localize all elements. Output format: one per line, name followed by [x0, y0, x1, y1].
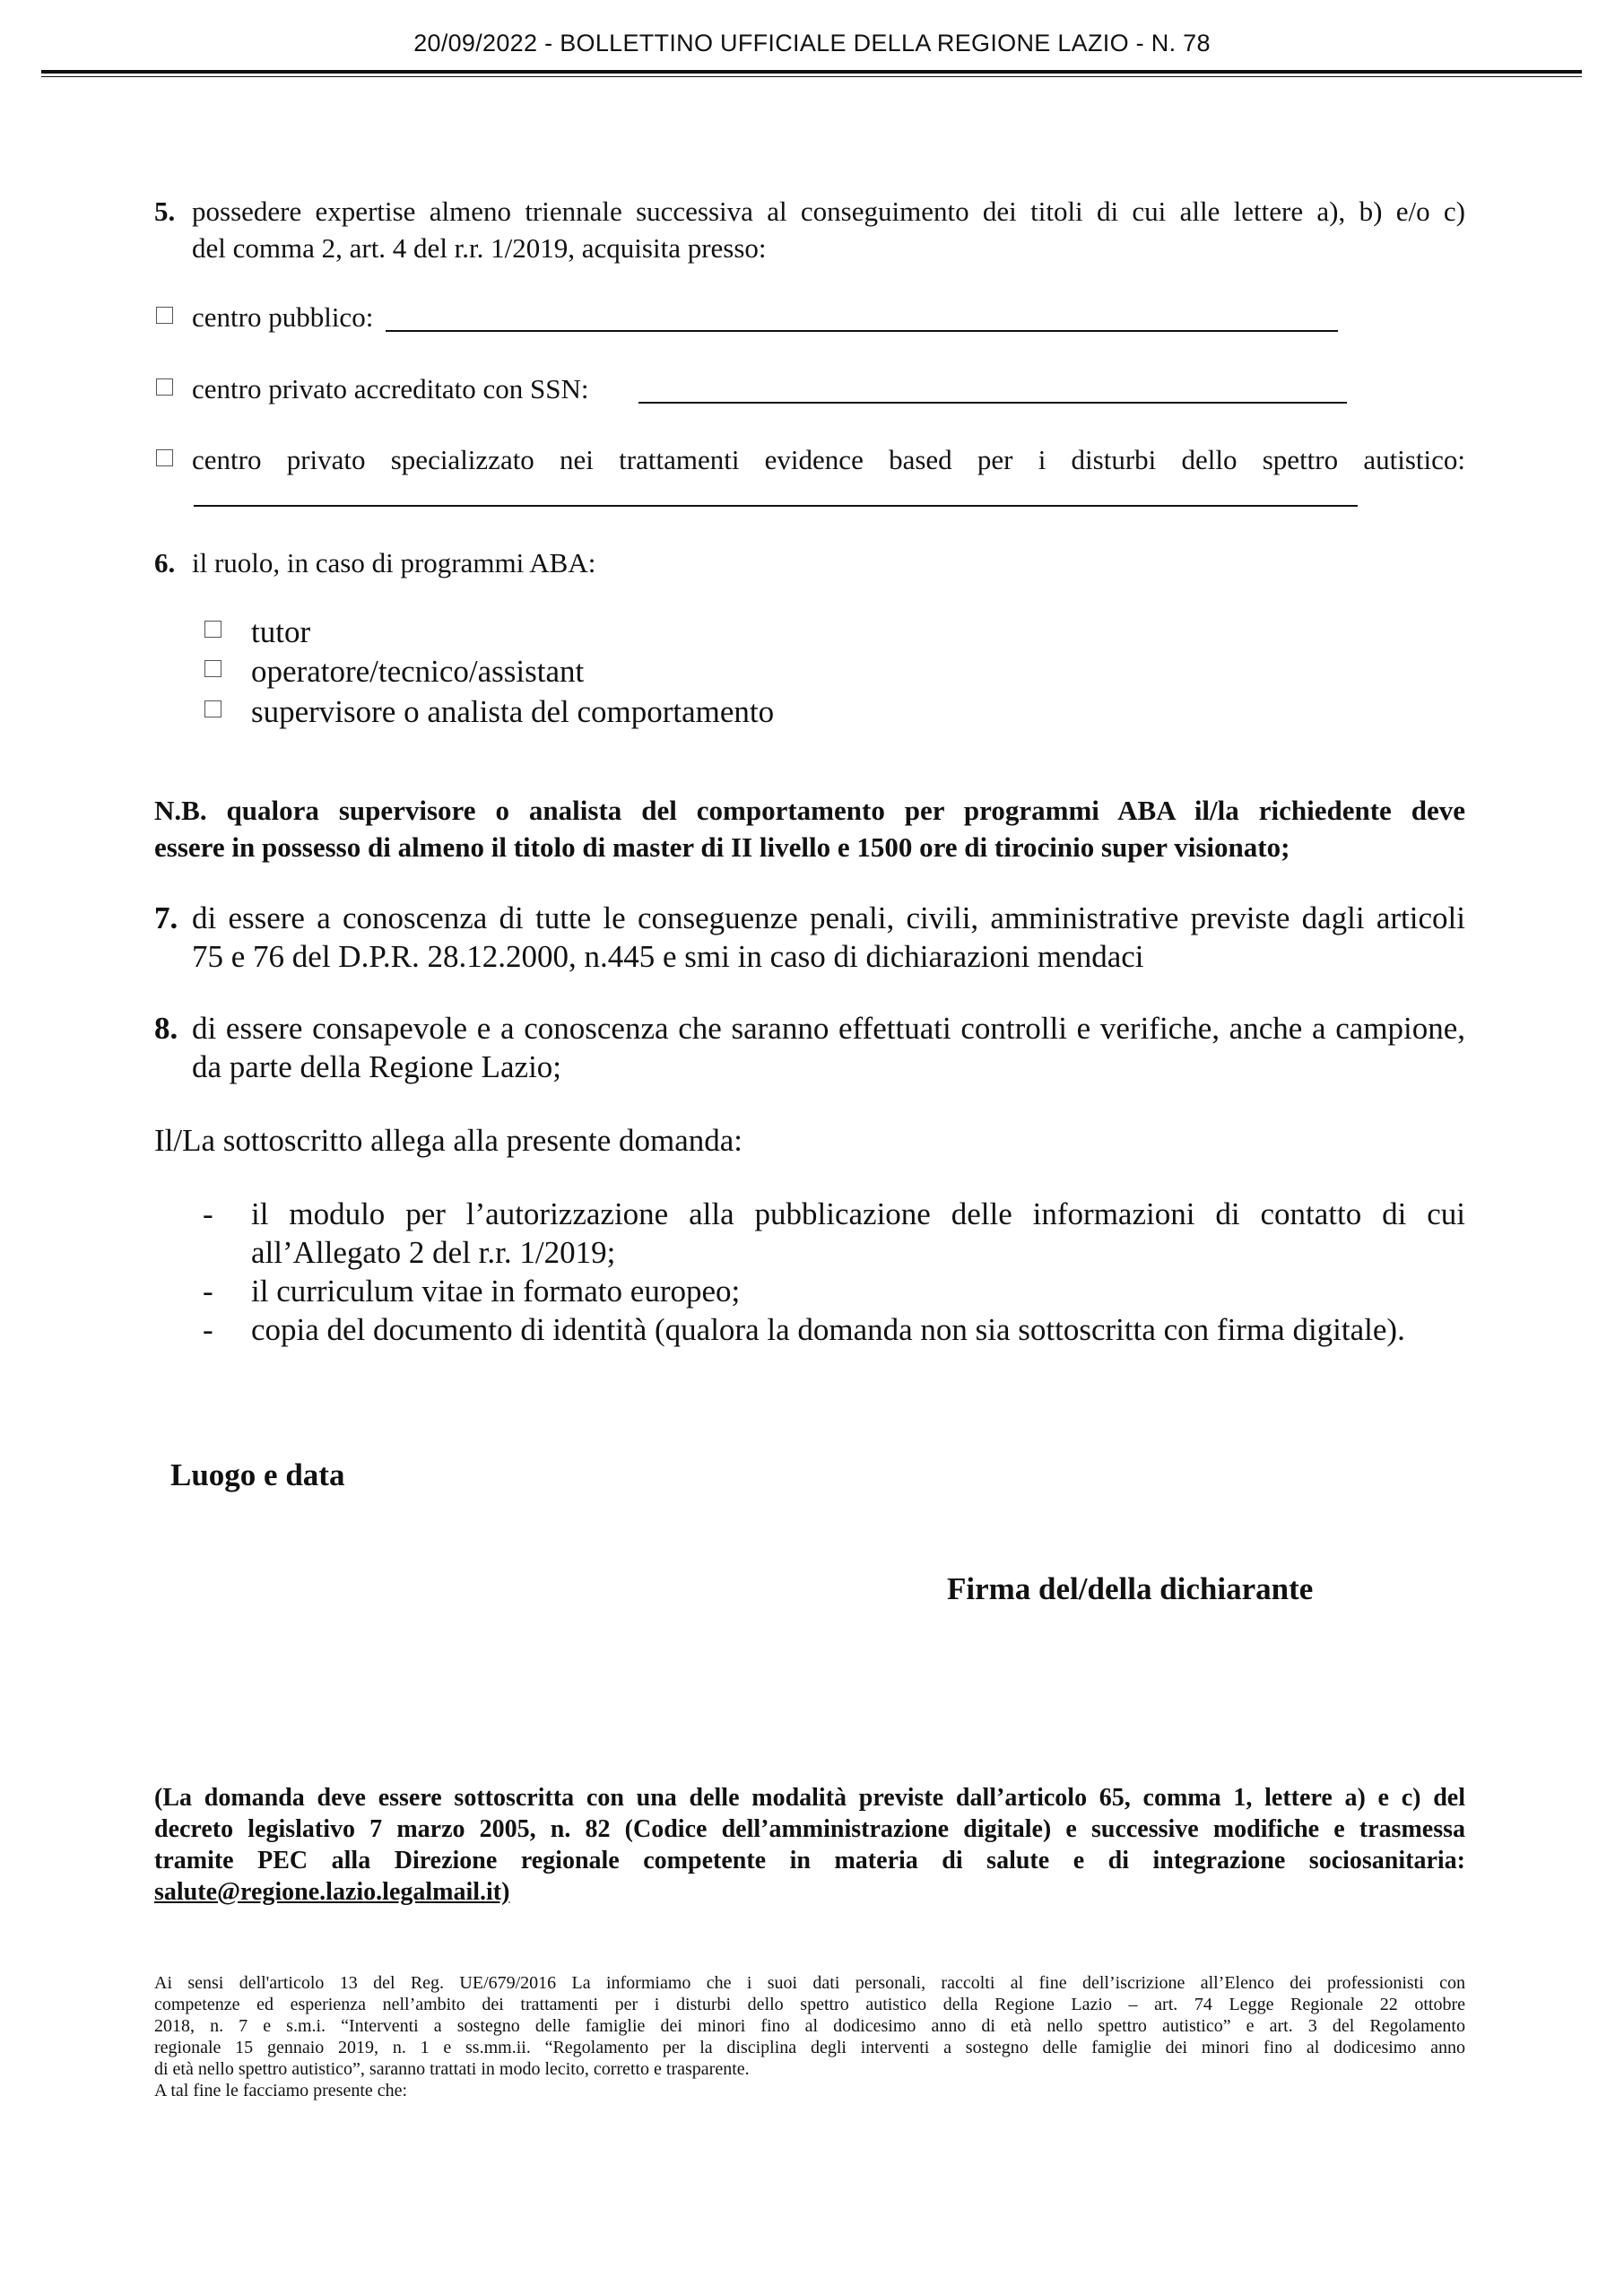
- privacy-line-1: Ai sensi dell'articolo 13 del Reg. UE/679/2016 La informiamo che i suoi dati personali, raccolti al fine dell’iscrizione all’Elenco dei professionisti con: [154, 1973, 1465, 1993]
- option-centro-privato-specializzato: centro privato specializzato nei trattamenti evidence based per i disturbi dello spettro autistico:: [192, 444, 1465, 475]
- attachment-1-line-2: all’Allegato 2 del r.r. 1/2019;: [251, 1235, 616, 1270]
- option-operatore: operatore/tecnico/assistant: [251, 654, 585, 689]
- privacy-line-2: competenze ed esperienza nell’ambito dei trattamenti per i disturbi dello spettro autistico della Regione Lazio – art. 74 Legge Regionale 22 ottobre: [154, 1995, 1465, 2014]
- submission-note-line-2: decreto legislativo 7 marzo 2005, n. 82 (Codice dell’amministrazione digitale) e successive modifiche e trasmessa: [154, 1815, 1465, 1843]
- submission-email-link[interactable]: salute@regione.lazio.legalmail.it): [154, 1878, 510, 1906]
- attachments-intro: Il/La sottoscritto allega alla presente domanda:: [154, 1123, 743, 1158]
- privacy-line-5: di età nello spettro autistico”, saranno trattati in modo lecito, corretto e trasparente.: [154, 2059, 750, 2079]
- item-8-line-2: da parte della Regione Lazio;: [192, 1049, 562, 1084]
- submission-note-line-3: tramite PEC alla Direzione regionale competente in materia di salute e di integrazione sociosanitaria:: [154, 1847, 1465, 1874]
- header-rule-thin: [41, 76, 1582, 77]
- attachment-2: il curriculum vitae in formato europeo;: [251, 1274, 741, 1309]
- checkbox-operatore[interactable]: [204, 660, 221, 677]
- option-tutor: tutor: [251, 614, 311, 649]
- fill-line-centro-privato-specializzato[interactable]: [194, 505, 1358, 507]
- item-5-number: 5.: [154, 196, 176, 227]
- header-rule: [41, 70, 1582, 74]
- checkbox-tutor[interactable]: [204, 621, 221, 638]
- bulletin-header: 20/09/2022 - BOLLETTINO UFFICIALE DELLA REGIONE LAZIO - N. 78: [413, 30, 1211, 57]
- signature-label: Firma del/della dichiarante: [947, 1571, 1314, 1606]
- nb-line-2: essere in possesso di almeno il titolo di master di II livello e 1500 ore di tirocinio super visionato;: [154, 831, 1290, 863]
- checkbox-centro-pubblico[interactable]: [156, 307, 173, 324]
- checkbox-centro-privato-specializzato[interactable]: [156, 449, 173, 466]
- attachment-3-dash: -: [203, 1312, 213, 1347]
- place-date-label: Luogo e data: [170, 1457, 345, 1492]
- item-6-text: il ruolo, in caso di programmi ABA:: [192, 547, 596, 578]
- option-supervisore: supervisore o analista del comportamento: [251, 694, 775, 729]
- nb-line-1: N.B. qualora supervisore o analista del comportamento per programmi ABA il/la richiedente deve: [154, 795, 1465, 826]
- option-centro-pubblico: centro pubblico:: [192, 301, 374, 333]
- checkbox-centro-privato-ssn[interactable]: [156, 378, 173, 396]
- privacy-line-3: 2018, n. 7 e s.m.i. “Interventi a sostegno delle famiglie dei minori fino al dodicesimo anno di età nello spettro autistico” e art. 3 del Regolamento: [154, 2016, 1465, 2036]
- privacy-line-6: A tal fine le facciamo presente che:: [154, 2081, 408, 2100]
- item-6-number: 6.: [154, 547, 176, 578]
- attachment-1-dash: -: [203, 1196, 213, 1231]
- item-7-line-1: di essere a conoscenza di tutte le conseguenze penali, civili, amministrative previste dagli articoli: [192, 900, 1465, 935]
- fill-line-centro-privato-ssn[interactable]: [638, 402, 1347, 404]
- item-7-number: 7.: [154, 900, 178, 935]
- item-5-line-1: possedere expertise almeno triennale successiva al conseguimento dei titoli di cui alle lettere a), b) e/o c): [192, 196, 1465, 227]
- option-centro-privato-ssn: centro privato accreditato con SSN:: [192, 373, 589, 404]
- fill-line-centro-pubblico[interactable]: [386, 330, 1338, 332]
- checkbox-supervisore[interactable]: [204, 700, 221, 718]
- item-5-line-2: del comma 2, art. 4 del r.r. 1/2019, acquisita presso:: [192, 232, 767, 264]
- item-7-line-2: 75 e 76 del D.P.R. 28.12.2000, n.445 e smi in caso di dichiarazioni mendaci: [192, 939, 1144, 974]
- attachment-2-dash: -: [203, 1274, 213, 1309]
- privacy-line-4: regionale 15 gennaio 2019, n. 1 e ss.mm.ii. “Regolamento per la disciplina degli interventi a sostegno delle famiglie dei minori fino al dodicesimo anno: [154, 2038, 1465, 2057]
- item-8-number: 8.: [154, 1011, 178, 1046]
- item-8-line-1: di essere consapevole e a conoscenza che saranno effettuati controlli e verifiche, anche a campione,: [192, 1011, 1465, 1046]
- attachment-3: copia del documento di identità (qualora la domanda non sia sottoscritta con firma digitale).: [251, 1312, 1405, 1347]
- submission-note-line-1: (La domanda deve essere sottoscritta con una delle modalità previste dall’articolo 65, comma 1, lettere a) e c) del: [154, 1784, 1465, 1812]
- attachment-1-line-1: il modulo per l’autorizzazione alla pubblicazione delle informazioni di contatto di cui: [251, 1196, 1465, 1231]
